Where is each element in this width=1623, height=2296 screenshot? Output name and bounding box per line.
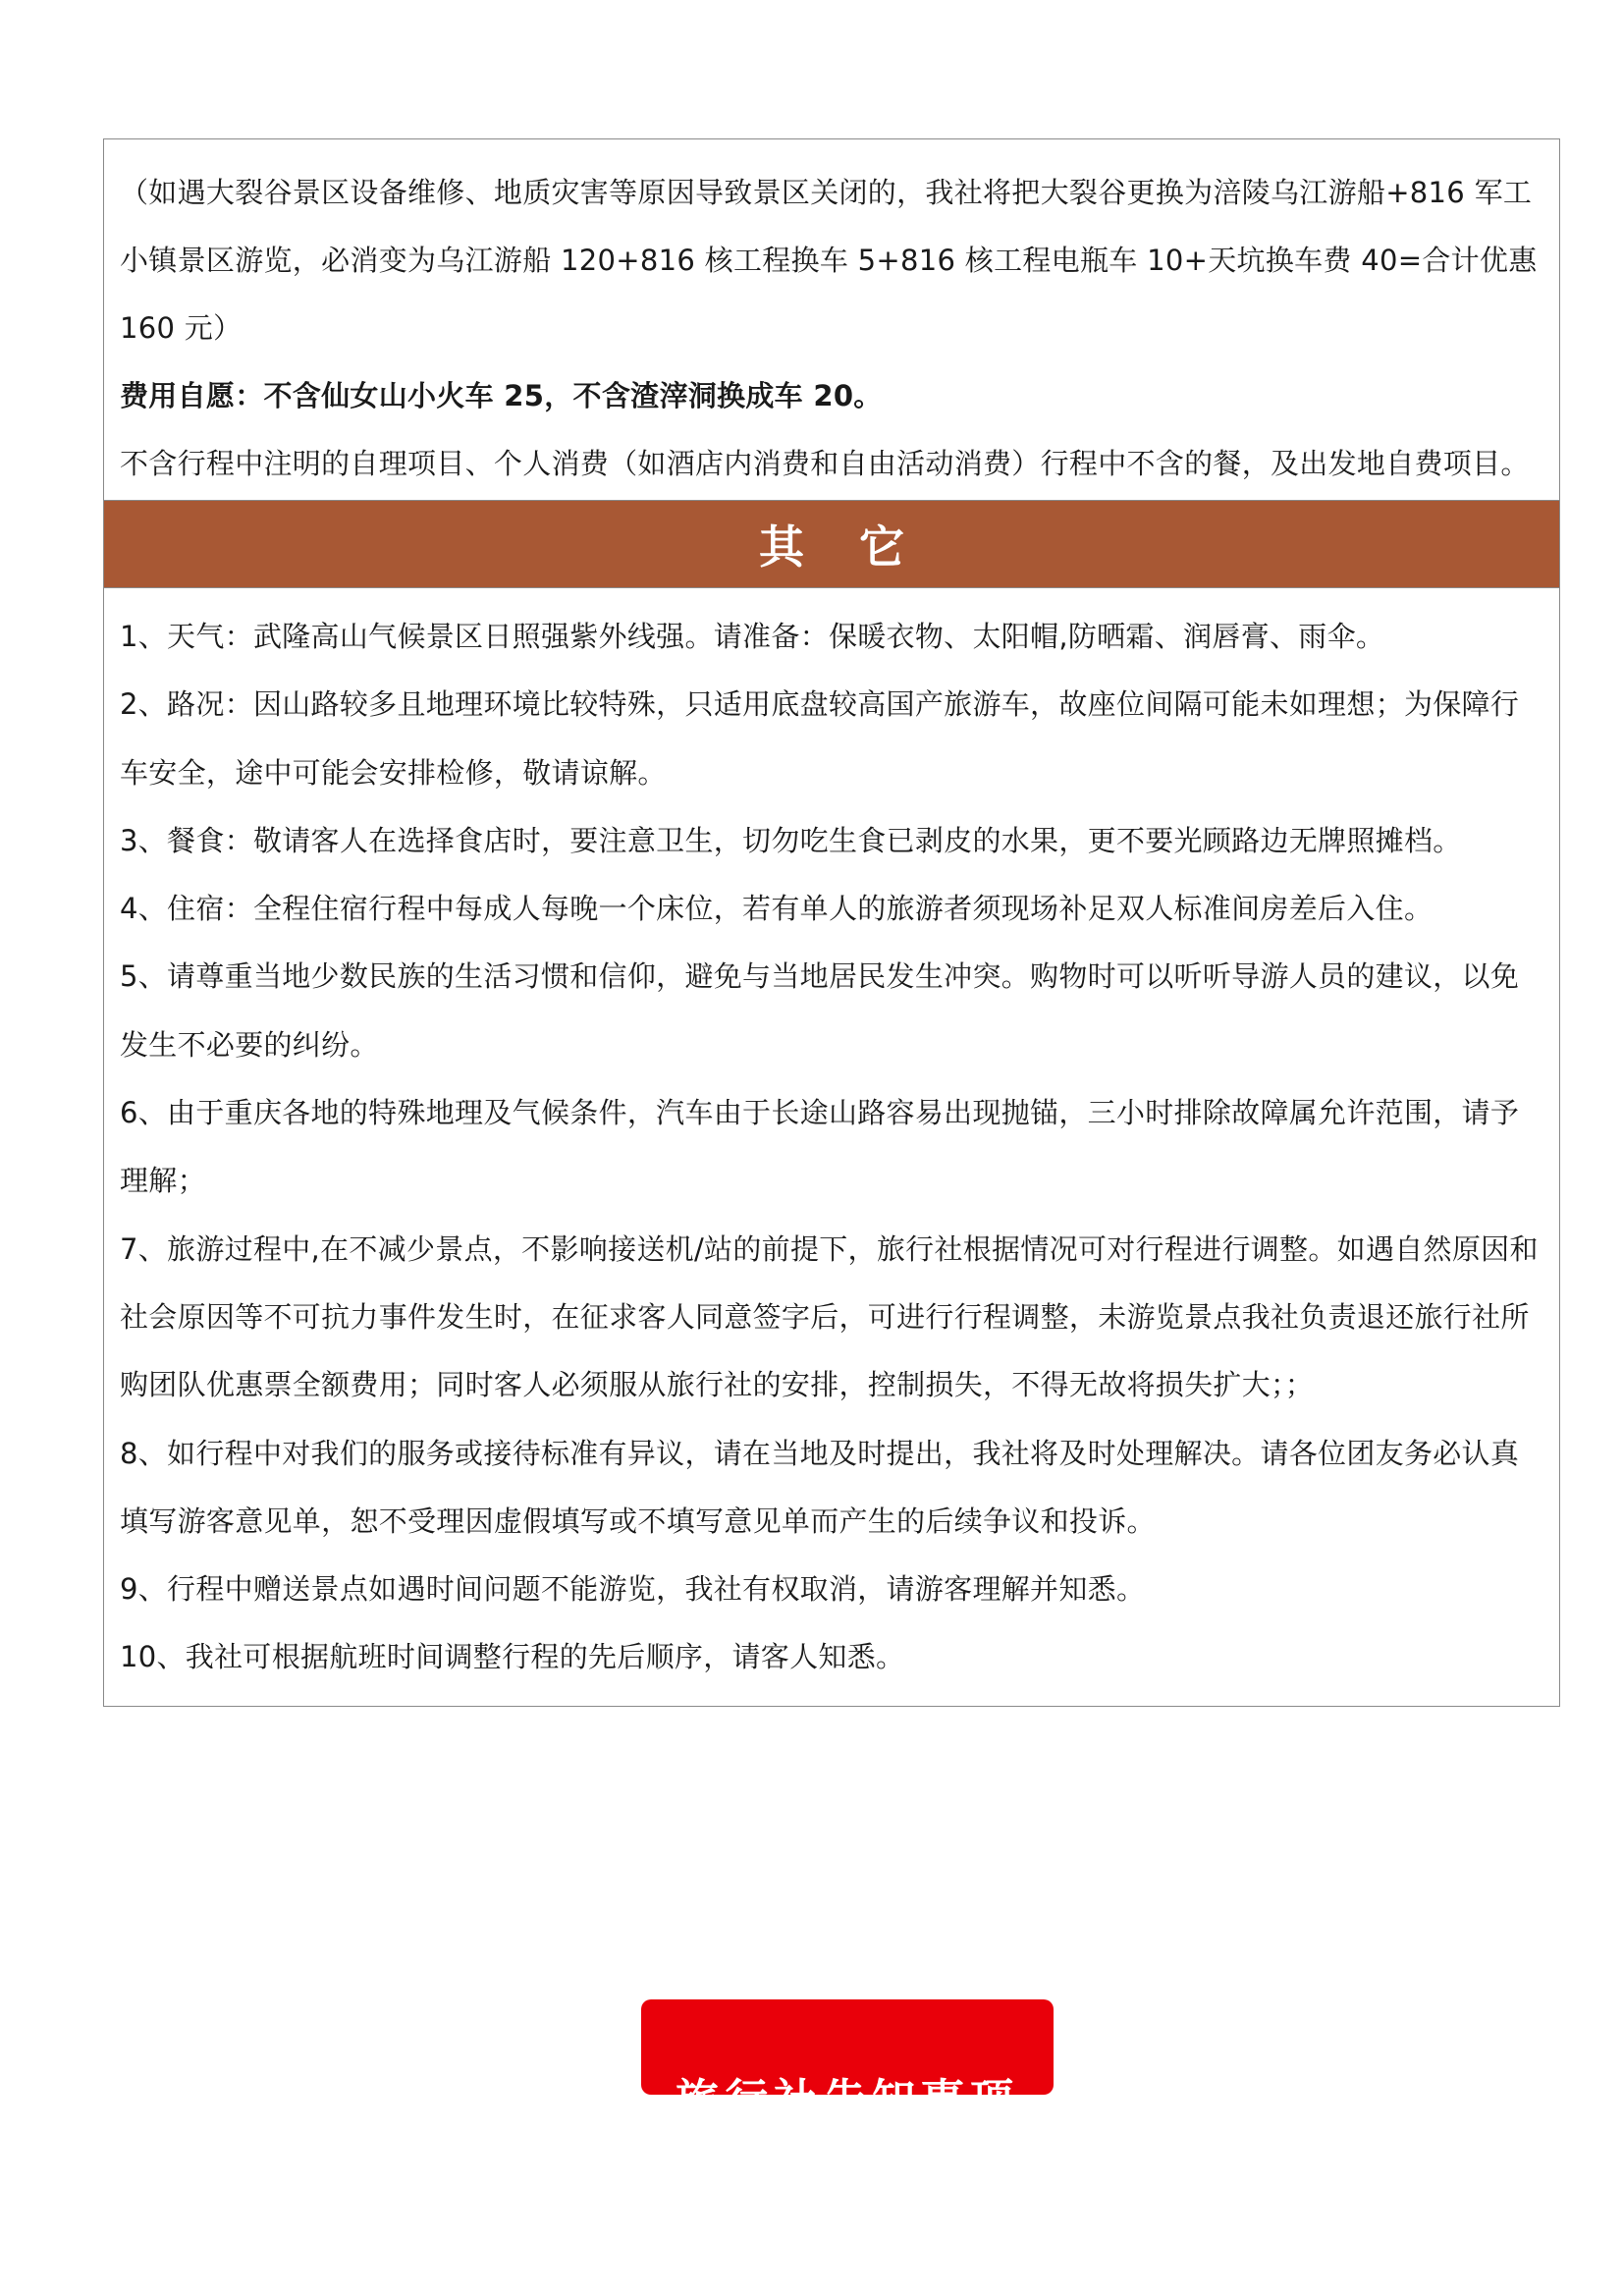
note-item-complaints: 8、如行程中对我们的服务或接待标准有异议，请在当地及时提出，我社将及时处理解决。请各位团友务必认真填写游客意见单，恕不受理因虚假填写或不填写意见单而产生的后续争议和投诉。 — [120, 1436, 1520, 1538]
agency-notice-button[interactable] — [641, 1999, 1054, 2125]
fee-replacement-note: （如遇大裂谷景区设备维修、地质灾害等原因导致景区关闭的，我社将把大裂谷更换为涪陵乌江游船+816 军工小镇景区游览，必消变为乌江游船 120+816 核工程换车 5+816 核工程电瓶车 10+天坑换车费 40=合计优惠 160 元） — [120, 176, 1538, 345]
note-item-free-attractions: 9、行程中赠送景点如遇时间问题不能游览，我社有权取消，请游客理解并知悉。 — [120, 1572, 1146, 1607]
agency-notice-label: 旅行社告知事项 — [676, 2075, 1019, 2125]
note-item-lodging: 4、住宿：全程住宿行程中每成人每晚一个床位，若有单人的旅游者须现场补足双人标准间房差后入住。 — [120, 892, 1434, 926]
optional-fees-note: 费用自愿：不含仙女山小火车 25，不含渣滓洞换成车 20。 — [120, 379, 883, 412]
note-item-weather: 1、天气：武隆高山气候景区日照强紫外线强。请准备：保暖衣物、太阳帽,防晒霜、润唇膏、雨伞。 — [120, 620, 1385, 653]
other-notes-list — [104, 588, 1559, 1706]
note-item-road: 2、路况：因山路较多且地理环境比较特殊，只适用底盘较高国产旅游车，故座位间隔可能未如理想；为保障行车安全，途中可能会安排检修，敬请谅解。 — [120, 687, 1520, 790]
itinerary-table — [103, 138, 1560, 1707]
note-item-flight-order: 10、我社可根据航班时间调整行程的先后顺序，请客人知悉。 — [120, 1640, 905, 1674]
note-item-vehicle: 6、由于重庆各地的特殊地理及气候条件，汽车由于长途山路容易出现抛锚，三小时排除故障属允许范围，请予理解； — [120, 1096, 1520, 1198]
fee-exclusions-note: 不含行程中注明的自理项目、个人消费（如酒店内消费和自由活动消费）行程中不含的餐，及出发地自费项目。 — [120, 447, 1530, 480]
note-item-customs: 5、请尊重当地少数民族的生活习惯和信仰，避免与当地居民发生冲突。购物时可以听听导游人员的建议，以免发生不必要的纠纷。 — [120, 959, 1520, 1062]
note-item-meals: 3、餐食：敬请客人在选择食店时，要注意卫生，切勿吃生食已剥皮的水果，更不要光顾路边无牌照摊档。 — [120, 823, 1462, 857]
note-item-schedule-change: 7、旅游过程中,在不减少景点，不影响接送机/站的前提下，旅行社根据情况可对行程进行调整。如遇自然原因和社会原因等不可抗力事件发生时，在征求客人同意签字后，可进行行程调整，未游览景点我社负责退还旅行社所购团队优惠票全额费用；同时客人必须服从旅行社的安排，控制损失，不得无故将损失扩大；； — [120, 1231, 1539, 1402]
other-section-title: 其它 — [759, 520, 959, 574]
fee-notes-cell — [104, 139, 1559, 500]
other-section-header — [104, 500, 1559, 588]
